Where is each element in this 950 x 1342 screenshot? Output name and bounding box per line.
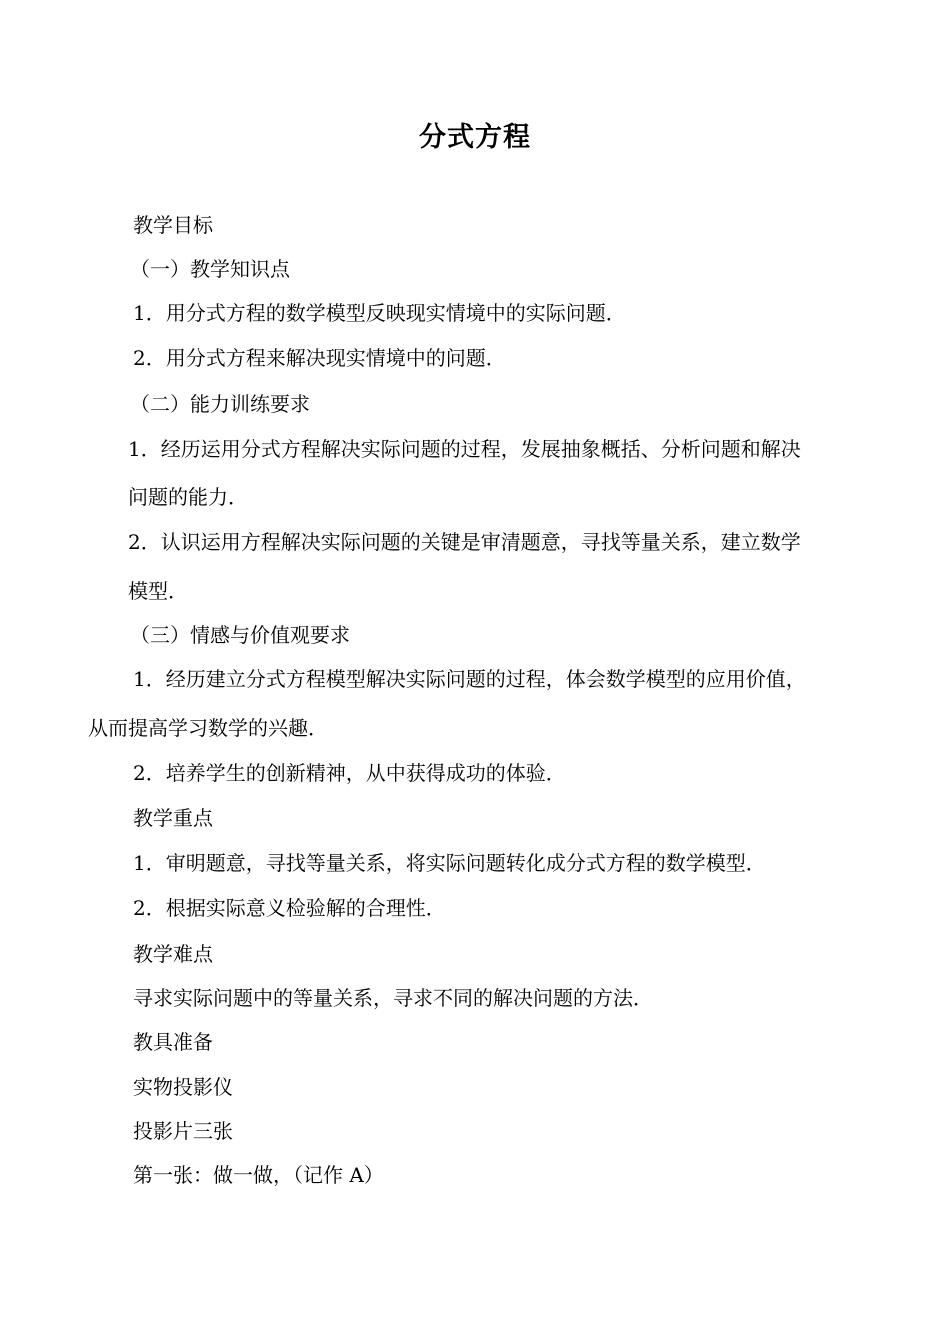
paragraph-line: 2．认识运用方程解决实际问题的关键是审清题意，寻找等量关系，建立数学 [128, 530, 801, 554]
paragraph-line: 1．经历建立分式方程模型解决实际问题的过程，体会数学模型的应用价值， [133, 667, 806, 691]
paragraph-line: 寻求实际问题中的等量关系，寻求不同的解决问题的方法． [133, 986, 653, 1010]
subheading-knowledge-points: （一）教学知识点 [130, 257, 290, 281]
heading-teaching-objectives: 教学目标 [133, 213, 213, 237]
paragraph-line: 问题的能力． [128, 485, 248, 509]
paragraph-line: 2．根据实际意义检验解的合理性． [133, 896, 446, 920]
heading-teaching-aids: 教具准备 [133, 1030, 213, 1054]
paragraph-line: 从而提高学习数学的兴趣． [88, 716, 328, 740]
subheading-emotion-values: （三）情感与价值观要求 [130, 623, 350, 647]
paragraph-line: 2．用分式方程来解决现实情境中的问题． [133, 346, 506, 370]
subheading-ability-training: （二）能力训练要求 [130, 392, 310, 416]
heading-teaching-focus: 教学重点 [133, 806, 213, 830]
paragraph-line: 实物投影仪 [133, 1075, 233, 1099]
paragraph-line: 1．经历运用分式方程解决实际问题的过程，发展抽象概括、分析问题和解决 [128, 437, 801, 461]
paragraph-line: 模型． [128, 579, 188, 603]
paragraph-line: 1．审明题意，寻找等量关系，将实际问题转化成分式方程的数学模型． [133, 851, 766, 875]
paragraph-line: 第一张：做一做，（记作 A） [133, 1163, 384, 1187]
paragraph-line: 投影片三张 [133, 1119, 233, 1143]
paragraph-line: 2．培养学生的创新精神，从中获得成功的体验． [133, 761, 566, 785]
paragraph-line: 1．用分式方程的数学模型反映现实情境中的实际问题． [133, 301, 626, 325]
heading-teaching-difficulty: 教学难点 [133, 942, 213, 966]
document-title: 分式方程 [419, 122, 531, 153]
